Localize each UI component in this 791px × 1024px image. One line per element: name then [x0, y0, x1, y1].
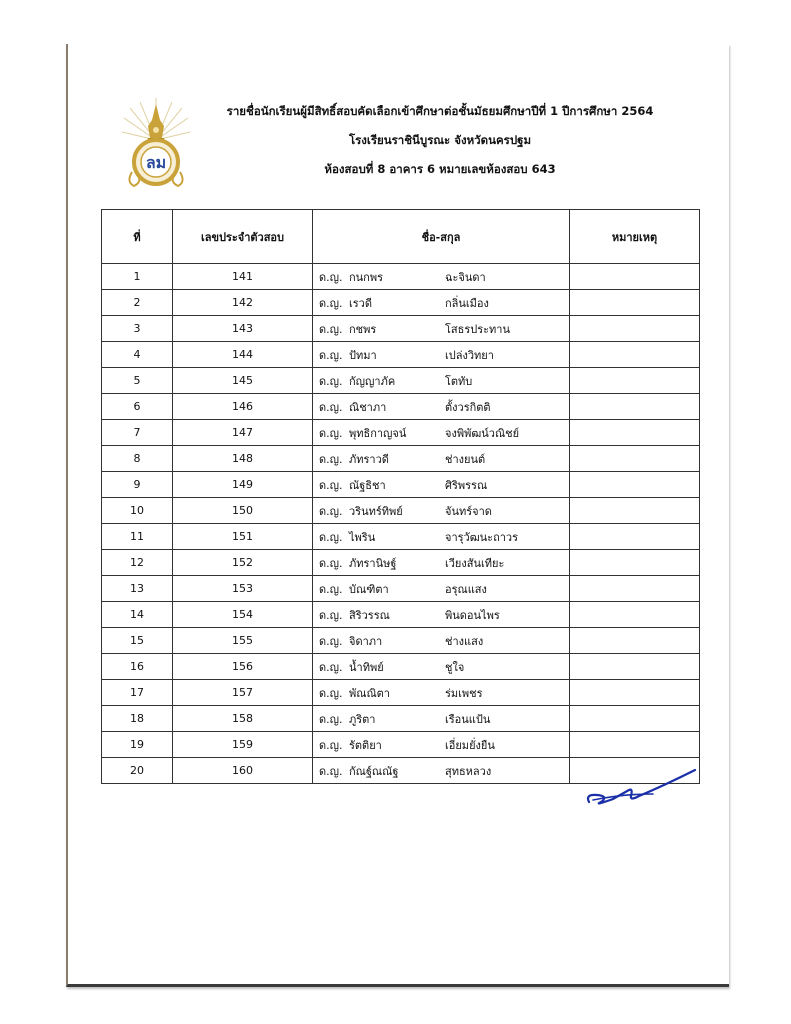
first-name: กัญญาภัค: [349, 374, 396, 388]
name-prefix: ด.ญ.: [319, 634, 343, 648]
name-cell: [313, 628, 570, 654]
row-number: 18: [102, 706, 173, 732]
exam-id-cell: 158: [173, 706, 313, 732]
last-name: ชูใจ: [445, 660, 465, 674]
note-cell: [570, 316, 700, 342]
row-number: 20: [102, 758, 173, 784]
last-name: เปล่งวิทยา: [445, 348, 494, 362]
exam-id-cell: 148: [173, 446, 313, 472]
first-name: กนกพร: [349, 270, 383, 284]
row-number: 16: [102, 654, 173, 680]
note-cell: [570, 368, 700, 394]
row-number: 15: [102, 628, 173, 654]
last-name: ศิริพรรณ: [445, 478, 488, 492]
exam-id-cell: 150: [173, 498, 313, 524]
exam-id-cell: 157: [173, 680, 313, 706]
first-name: วรินทร์ทิพย์: [349, 504, 403, 518]
first-name: ภัทราวดี: [349, 452, 389, 466]
note-cell: [570, 290, 700, 316]
name-cell: [313, 316, 570, 342]
name-prefix: ด.ญ.: [319, 764, 343, 778]
row-number: 2: [102, 290, 173, 316]
name-cell: [313, 290, 570, 316]
row-number: 13: [102, 576, 173, 602]
note-cell: [570, 394, 700, 420]
row-number: 11: [102, 524, 173, 550]
table-row: [102, 472, 700, 498]
exam-id-cell: 149: [173, 472, 313, 498]
name-prefix: ด.ญ.: [319, 400, 343, 414]
first-name: ไพริน: [349, 530, 376, 544]
note-cell: [570, 602, 700, 628]
row-number: 9: [102, 472, 173, 498]
table-row: [102, 680, 700, 706]
column-header-number: ที่: [102, 210, 173, 264]
table-row: [102, 394, 700, 420]
name-prefix: ด.ญ.: [319, 296, 343, 310]
name-cell: [313, 342, 570, 368]
last-name: จงพิพัฒน์วณิชย์: [445, 426, 520, 440]
first-name: พุทธิกาญจน์: [349, 426, 407, 440]
name-cell: [313, 654, 570, 680]
exam-id-cell: 142: [173, 290, 313, 316]
table-row: [102, 446, 700, 472]
last-name: โสธรประทาน: [445, 322, 510, 336]
table-header-row: [102, 210, 700, 264]
first-name: จิดาภา: [349, 634, 383, 648]
name-prefix: ด.ญ.: [319, 686, 343, 700]
name-prefix: ด.ญ.: [319, 712, 343, 726]
note-cell: [570, 732, 700, 758]
student-roster-table: [101, 209, 700, 784]
row-number: 14: [102, 602, 173, 628]
last-name: พินดอนไพร: [445, 608, 500, 622]
note-cell: [570, 264, 700, 290]
column-header-exam-id: เลขประจำตัวสอบ: [173, 210, 313, 264]
name-prefix: ด.ญ.: [319, 530, 343, 544]
school-name: โรงเรียนราชินีบูรณะ จังหวัดนครปฐม: [348, 133, 532, 147]
first-name: กัณฐ์ณณัฐ: [349, 764, 399, 778]
table-row: [102, 576, 700, 602]
signature: [583, 764, 703, 810]
last-name: โตทับ: [445, 374, 473, 388]
name-prefix: ด.ญ.: [319, 322, 343, 336]
table-row: [102, 628, 700, 654]
note-cell: [570, 498, 700, 524]
last-name: ร่มเพชร: [445, 686, 483, 700]
row-number: 10: [102, 498, 173, 524]
row-number: 6: [102, 394, 173, 420]
last-name: เอี่ยมยั่งยืน: [445, 738, 495, 752]
row-number: 12: [102, 550, 173, 576]
table-row: [102, 602, 700, 628]
exam-id-cell: 153: [173, 576, 313, 602]
school-crest-icon: [120, 96, 192, 190]
last-name: ฉะจินดา: [445, 270, 486, 284]
name-prefix: ด.ญ.: [319, 374, 343, 388]
first-name: บัณฑิตา: [349, 582, 389, 596]
name-prefix: ด.ญ.: [319, 348, 343, 362]
row-number: 7: [102, 420, 173, 446]
name-cell: [313, 368, 570, 394]
name-cell: [313, 420, 570, 446]
exam-id-cell: 143: [173, 316, 313, 342]
name-prefix: ด.ญ.: [319, 270, 343, 284]
table-row: [102, 368, 700, 394]
first-name: เรวดี: [349, 296, 372, 310]
last-name: กลิ่นเมือง: [445, 296, 489, 310]
name-prefix: ด.ญ.: [319, 556, 343, 570]
exam-id-cell: 151: [173, 524, 313, 550]
first-name: รัตติยา: [349, 738, 382, 752]
table-row: [102, 264, 700, 290]
row-number: 5: [102, 368, 173, 394]
name-prefix: ด.ญ.: [319, 478, 343, 492]
first-name: พัณณิตา: [349, 686, 390, 700]
exam-id-cell: 145: [173, 368, 313, 394]
name-cell: [313, 706, 570, 732]
column-header-name: ชื่อ-สกุล: [313, 210, 570, 264]
exam-id-cell: 144: [173, 342, 313, 368]
svg-text:ลม: ลม: [145, 153, 167, 172]
last-name: สุทธหลวง: [445, 764, 492, 778]
exam-room-info: ห้องสอบที่ 8 อาคาร 6 หมายเลขห้องสอบ 643: [324, 162, 556, 176]
last-name: อรุณแสง: [445, 582, 487, 596]
name-prefix: ด.ญ.: [319, 582, 343, 596]
name-cell: [313, 394, 570, 420]
table-row: [102, 342, 700, 368]
row-number: 19: [102, 732, 173, 758]
table-row: [102, 732, 700, 758]
name-prefix: ด.ญ.: [319, 660, 343, 674]
exam-id-cell: 141: [173, 264, 313, 290]
name-cell: [313, 602, 570, 628]
name-cell: [313, 550, 570, 576]
first-name: ปัทมา: [349, 348, 377, 362]
name-prefix: ด.ญ.: [319, 738, 343, 752]
name-cell: [313, 680, 570, 706]
note-cell: [570, 524, 700, 550]
note-cell: [570, 680, 700, 706]
name-prefix: ด.ญ.: [319, 452, 343, 466]
row-number: 17: [102, 680, 173, 706]
name-cell: [313, 576, 570, 602]
last-name: เวียงสันเทียะ: [445, 556, 505, 570]
exam-id-cell: 147: [173, 420, 313, 446]
note-cell: [570, 420, 700, 446]
name-prefix: ด.ญ.: [319, 426, 343, 440]
document-header: [210, 104, 670, 191]
last-name: ตั้งวรกิตติ: [445, 400, 491, 414]
table-row: [102, 420, 700, 446]
table-row: [102, 290, 700, 316]
first-name: ภูริตา: [349, 712, 376, 726]
document-title: รายชื่อนักเรียนผู้มีสิทธิ์สอบคัดเลือกเข้าศึกษาต่อชั้นมัธยมศึกษาปีที่ 1 ปีการศึกษา 2564: [226, 104, 654, 118]
name-prefix: ด.ญ.: [319, 504, 343, 518]
note-cell: [570, 472, 700, 498]
exam-id-cell: 160: [173, 758, 313, 784]
first-name: น้ำทิพย์: [349, 660, 384, 674]
row-number: 3: [102, 316, 173, 342]
name-cell: [313, 498, 570, 524]
name-prefix: ด.ญ.: [319, 608, 343, 622]
first-name: ภัทรานิษฐ์: [349, 556, 397, 570]
name-cell: [313, 732, 570, 758]
name-cell: [313, 264, 570, 290]
table-body: [102, 264, 700, 784]
last-name: ช่างยนต์: [445, 452, 486, 466]
name-cell: [313, 446, 570, 472]
exam-id-cell: 152: [173, 550, 313, 576]
exam-id-cell: 156: [173, 654, 313, 680]
name-cell: [313, 524, 570, 550]
last-name: จันทร์จาด: [445, 504, 492, 518]
first-name: สิริวรรณ: [349, 608, 390, 622]
table-row: [102, 498, 700, 524]
note-cell: [570, 550, 700, 576]
note-cell: [570, 706, 700, 732]
note-cell: [570, 654, 700, 680]
note-cell: [570, 628, 700, 654]
note-cell: [570, 446, 700, 472]
row-number: 4: [102, 342, 173, 368]
table-row: [102, 550, 700, 576]
table-row: [102, 316, 700, 342]
exam-id-cell: 154: [173, 602, 313, 628]
exam-id-cell: 155: [173, 628, 313, 654]
first-name: กชพร: [349, 322, 377, 336]
last-name: จารุวัฒนะถาวร: [445, 530, 518, 544]
name-cell: [313, 758, 570, 784]
table-row: [102, 654, 700, 680]
exam-id-cell: 159: [173, 732, 313, 758]
row-number: 8: [102, 446, 173, 472]
first-name: ณัฐธิชา: [349, 478, 386, 492]
table-row: [102, 524, 700, 550]
last-name: ช่างแสง: [445, 634, 484, 648]
exam-id-cell: 146: [173, 394, 313, 420]
table-row: [102, 706, 700, 732]
note-cell: [570, 576, 700, 602]
name-cell: [313, 472, 570, 498]
last-name: เรือนแป้น: [445, 712, 491, 726]
first-name: ณิชาภา: [349, 400, 387, 414]
row-number: 1: [102, 264, 173, 290]
note-cell: [570, 342, 700, 368]
column-header-note: หมายเหตุ: [570, 210, 700, 264]
